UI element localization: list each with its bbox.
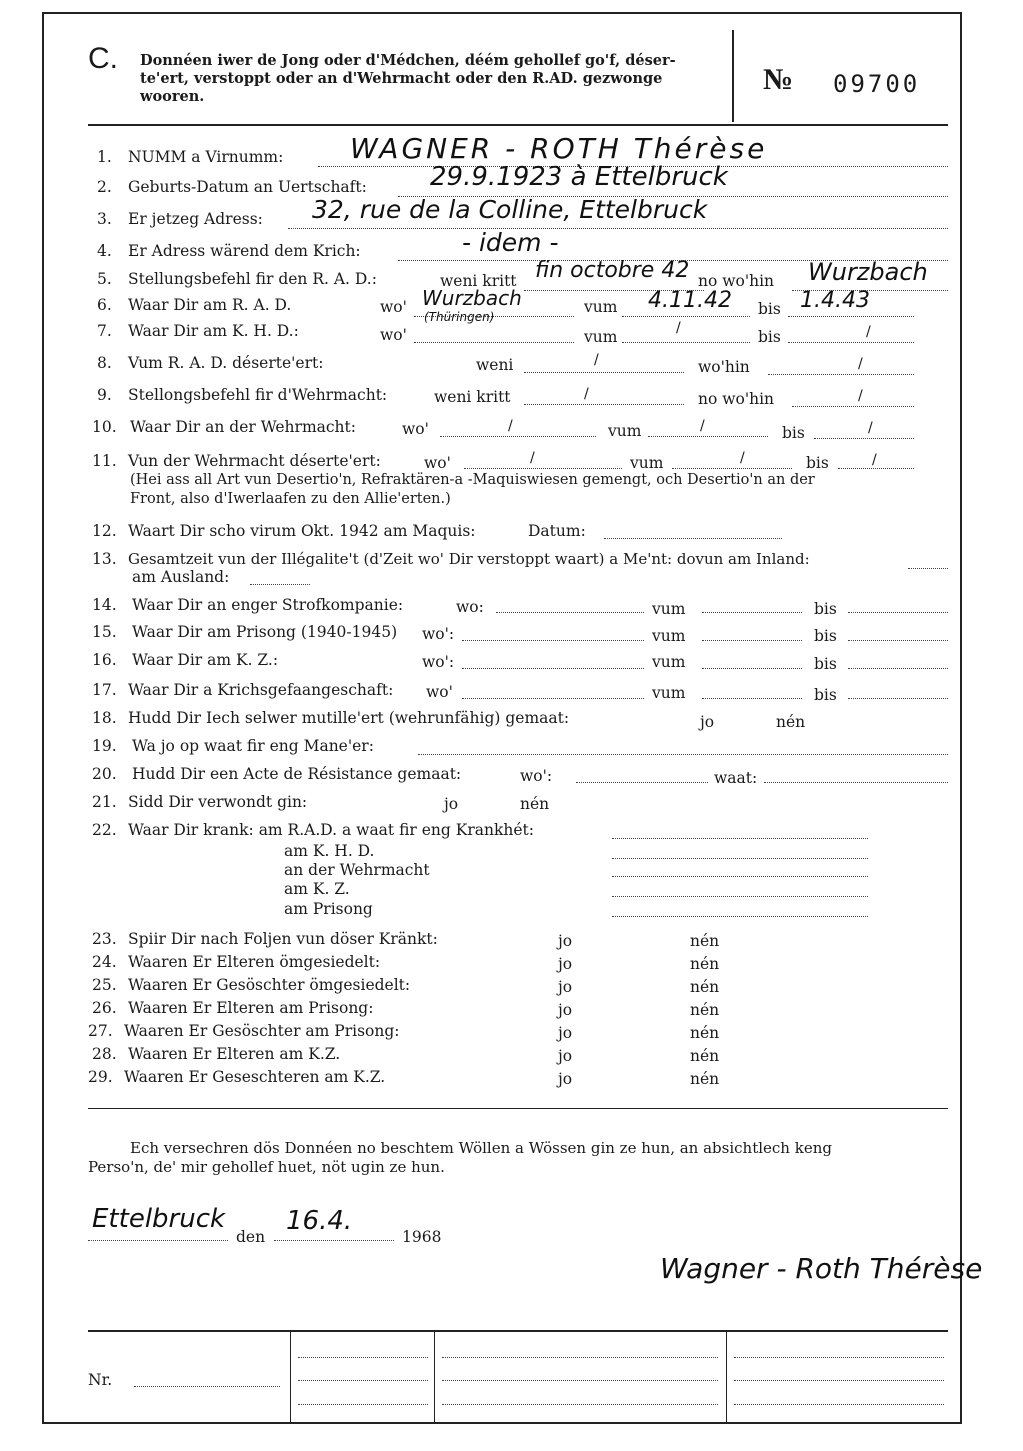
item-number: 17. xyxy=(92,681,117,699)
handwritten-when: fin octobre 42 xyxy=(535,258,690,283)
table-divider xyxy=(726,1332,727,1424)
field-label: Datum: xyxy=(528,522,586,540)
item-sub-label: am K. H. D. xyxy=(284,842,375,860)
fill-line xyxy=(764,782,948,783)
option-yes: jo xyxy=(558,1024,573,1042)
item-label: Waar Dir am K. Z.: xyxy=(132,651,279,669)
item-sub-label: am Prisong xyxy=(284,900,373,918)
item-number: 5. xyxy=(97,270,112,288)
handwritten-place: Ettelbruck xyxy=(92,1204,226,1234)
item-number: 23. xyxy=(92,930,117,948)
item-number: 22. xyxy=(92,821,117,839)
fill-line xyxy=(462,640,644,641)
signature: Wagner - Roth Thérèse xyxy=(660,1252,983,1285)
handwritten-rad-place: Wurzbach xyxy=(422,286,522,310)
fill-line xyxy=(702,668,802,669)
fill-line xyxy=(612,838,868,839)
fill-line xyxy=(298,1380,428,1381)
field-label: wo' xyxy=(380,326,407,344)
item-number: 8. xyxy=(97,354,112,372)
fill-line xyxy=(734,1380,944,1381)
field-label: vum xyxy=(652,627,686,645)
item-label: Waar Dir a Krichsgefaangeschaft: xyxy=(128,681,394,699)
field-label: wo': xyxy=(422,625,455,643)
fill-line xyxy=(442,1357,718,1358)
item-number: 24. xyxy=(92,953,117,971)
field-label: vum xyxy=(652,653,686,671)
field-label: bis xyxy=(758,328,781,346)
fill-line xyxy=(298,1404,428,1405)
option-yes: jo xyxy=(558,932,573,950)
fill-line xyxy=(848,698,948,699)
field-label: no wo'hin xyxy=(698,272,775,290)
slash-mark: / xyxy=(740,450,745,466)
option-no: nén xyxy=(690,955,720,973)
item-number: 18. xyxy=(92,709,117,727)
option-no: nén xyxy=(690,1024,720,1042)
handwritten-rad-to: 1.4.43 xyxy=(800,288,870,313)
fill-line xyxy=(612,916,868,917)
slash-mark: / xyxy=(594,352,599,368)
fill-line xyxy=(496,612,644,613)
item-label: Gesamtzeit vun der Illégalite't (d'Zeit wo' Dir verstoppt waart) a Me'nt: dovun am Inland: xyxy=(128,550,810,568)
fill-line xyxy=(576,782,708,783)
field-label: wo' xyxy=(424,454,451,472)
item-number: 13. xyxy=(92,550,117,568)
item-note: (Hei ass all Art vun Desertio'n, Refraktären-a -Maquiswiesen gemengt, och Desertio'n an der xyxy=(130,472,815,488)
item-label: Waar Dir am R. A. D. xyxy=(128,296,292,314)
option-no: nén xyxy=(690,1047,720,1065)
slash-mark: / xyxy=(508,418,513,434)
fill-line xyxy=(792,406,914,407)
fill-line xyxy=(848,612,948,613)
item-label: Waar Dir krank: am R.A.D. a waat fir eng Krankhét: xyxy=(128,821,534,839)
field-label: vum xyxy=(652,684,686,702)
fill-line xyxy=(462,668,644,669)
field-label: bis xyxy=(758,300,781,318)
fill-line xyxy=(908,568,948,569)
field-label: wo' xyxy=(426,683,453,701)
nr-label: Nr. xyxy=(88,1371,113,1389)
section-rule xyxy=(88,1108,948,1109)
item-label: Waar Dir an enger Strofkompanie: xyxy=(132,596,404,614)
number-sign: № xyxy=(763,63,794,96)
handwritten-rad-note: (Thüringen) xyxy=(424,310,495,324)
item-label: Waaren Er Elteren ömgesiedelt: xyxy=(128,953,381,971)
field-label: weni xyxy=(476,356,514,374)
fill-line xyxy=(134,1386,280,1387)
slash-mark: / xyxy=(858,356,863,372)
table-divider xyxy=(290,1332,291,1424)
item-label: Waaren Er Gesöschter am Prisong: xyxy=(124,1022,400,1040)
item-label: Waaren Er Elteren am K.Z. xyxy=(128,1045,341,1063)
field-label: bis xyxy=(814,627,837,645)
fill-line xyxy=(88,1240,228,1241)
slash-mark: / xyxy=(858,388,863,404)
item-label: Hudd Dir een Acte de Résistance gemaat: xyxy=(132,765,462,783)
field-label: bis xyxy=(814,686,837,704)
fill-line xyxy=(848,640,948,641)
option-yes: jo xyxy=(700,713,715,731)
option-yes: jo xyxy=(558,978,573,996)
item-number: 4. xyxy=(97,242,112,260)
field-label: vum xyxy=(608,422,642,440)
field-label: vum xyxy=(630,454,664,472)
fill-line xyxy=(788,342,914,343)
fill-line xyxy=(612,876,868,877)
handwritten-war-address: - idem - xyxy=(462,228,559,257)
field-label: no wo'hin xyxy=(698,390,775,408)
item-sub-label: am Ausland: xyxy=(132,568,230,586)
item-label: Waart Dir scho virum Okt. 1942 am Maquis: xyxy=(128,522,476,540)
fill-line xyxy=(622,316,750,317)
option-no: nén xyxy=(690,932,720,950)
item-number: 16. xyxy=(92,651,117,669)
fill-line xyxy=(604,538,782,539)
field-label: bis xyxy=(814,600,837,618)
fill-line xyxy=(442,1404,718,1405)
item-number: 3. xyxy=(97,210,112,228)
item-label: Er jetzeg Adress: xyxy=(128,210,263,228)
fill-line xyxy=(442,1380,718,1381)
slash-mark: / xyxy=(700,418,705,434)
item-label: Stellongsbefehl fir d'Wehrmacht: xyxy=(128,386,388,404)
fill-line xyxy=(418,754,948,755)
table-divider xyxy=(434,1332,435,1424)
header-divider xyxy=(732,30,734,122)
item-label: Vum R. A. D. déserte'ert: xyxy=(128,354,324,372)
field-label: wo'hin xyxy=(698,358,750,376)
option-yes: jo xyxy=(558,1047,573,1065)
option-yes: jo xyxy=(558,955,573,973)
item-number: 1. xyxy=(97,148,112,166)
item-label: Waaren Er Geseschteren am K.Z. xyxy=(124,1068,386,1086)
field-label: vum xyxy=(584,328,618,346)
item-number: 6. xyxy=(97,296,112,314)
item-note: Front, also d'Iwerlaafen zu den Allie'erten.) xyxy=(130,491,451,507)
handwritten-name: WAGNER - ROTH Thérèse xyxy=(350,132,768,165)
item-number: 15. xyxy=(92,623,117,641)
fill-line xyxy=(464,468,622,469)
field-label: weni kritt xyxy=(434,388,511,406)
field-label: wo': xyxy=(422,653,455,671)
fill-line xyxy=(848,668,948,669)
handwritten-birth: 29.9.1923 à Ettelbruck xyxy=(430,162,728,192)
item-label: Geburts-Datum an Uertschaft: xyxy=(128,178,367,196)
item-number: 19. xyxy=(92,737,117,755)
handwritten-where: Wurzbach xyxy=(808,258,928,286)
item-number: 7. xyxy=(97,322,112,340)
option-yes: jo xyxy=(558,1070,573,1088)
field-label: wo' xyxy=(402,420,429,438)
fill-line xyxy=(702,612,802,613)
item-sub-label: an der Wehrmacht xyxy=(284,861,430,879)
declaration-text: Perso'n, de' mir gehollef huet, nöt ugin ze hun. xyxy=(88,1158,445,1176)
item-label: Waar Dir am Prisong (1940-1945) xyxy=(132,623,398,641)
option-yes: jo xyxy=(558,1001,573,1019)
fill-line xyxy=(440,436,596,437)
item-label: Spiir Dir nach Foljen vun döser Kränkt: xyxy=(128,930,438,948)
slash-mark: / xyxy=(868,420,873,436)
item-number: 21. xyxy=(92,793,117,811)
slash-mark: / xyxy=(872,452,877,468)
field-label: bis xyxy=(782,424,805,442)
fill-line xyxy=(274,1240,394,1241)
header-text: Donnéen iwer de Jong oder d'Médchen, déém gehollef go'f, déser-te'ert, verstoppt oder an d'Wehrmacht oder den R.AD. gezwonge wooren. xyxy=(140,52,676,105)
field-label: vum xyxy=(584,298,618,316)
item-label: NUMM a Virnumm: xyxy=(128,148,284,166)
fill-line xyxy=(768,374,914,375)
declaration-text: Ech versechren dös Donnéen no beschtem Wöllen a Wössen gin ze hun, an absichtlech keng xyxy=(130,1139,832,1157)
item-number: 29. xyxy=(88,1068,113,1086)
slash-mark: / xyxy=(530,450,535,466)
option-no: nén xyxy=(520,795,550,813)
item-number: 12. xyxy=(92,522,117,540)
serial-number: 09700 xyxy=(833,70,921,98)
fill-line xyxy=(734,1404,944,1405)
field-label: bis xyxy=(806,454,829,472)
fill-line xyxy=(612,896,868,897)
fill-line xyxy=(622,342,750,343)
item-label: Waaren Er Elteren am Prisong: xyxy=(128,999,374,1017)
item-label: Hudd Dir Iech selwer mutille'ert (wehrunfähig) gemaat: xyxy=(128,709,570,727)
field-label: weni kritt xyxy=(440,272,517,290)
fill-line xyxy=(524,372,684,373)
fill-line xyxy=(288,228,948,229)
item-number: 10. xyxy=(92,418,117,436)
handwritten-rad-from: 4.11.42 xyxy=(648,288,732,313)
item-label: Vun der Wehrmacht déserte'ert: xyxy=(128,452,381,470)
year-label: 1968 xyxy=(402,1228,442,1246)
field-label: wo: xyxy=(456,598,484,616)
fill-line xyxy=(414,342,574,343)
item-number: 20. xyxy=(92,765,117,783)
field-label: waat: xyxy=(714,769,758,787)
fill-line xyxy=(702,640,802,641)
item-label: Stellungsbefehl fir den R. A. D.: xyxy=(128,270,377,288)
fill-line xyxy=(788,316,914,317)
slash-mark: / xyxy=(866,324,871,340)
item-number: 11. xyxy=(92,452,117,470)
item-number: 27. xyxy=(88,1022,113,1040)
slash-mark: / xyxy=(584,386,589,402)
item-number: 28. xyxy=(92,1045,117,1063)
header-rule xyxy=(88,124,948,126)
option-no: nén xyxy=(776,713,806,731)
item-number: 26. xyxy=(92,999,117,1017)
item-number: 9. xyxy=(97,386,112,404)
fill-line xyxy=(814,438,914,439)
field-label: wo': xyxy=(520,767,553,785)
field-label: wo' xyxy=(380,298,407,316)
option-no: nén xyxy=(690,978,720,996)
fill-line xyxy=(838,468,914,469)
fill-line xyxy=(612,858,868,859)
item-number: 2. xyxy=(97,178,112,196)
section-letter: C. xyxy=(88,42,118,75)
fill-line xyxy=(250,584,310,585)
fill-line xyxy=(462,698,644,699)
item-label: Wa jo op waat fir eng Mane'er: xyxy=(132,737,374,755)
den-label: den xyxy=(236,1228,266,1246)
option-no: nén xyxy=(690,1001,720,1019)
fill-line xyxy=(672,468,792,469)
option-no: nén xyxy=(690,1070,720,1088)
fill-line xyxy=(702,698,802,699)
item-label: Er Adress wärend dem Krich: xyxy=(128,242,361,260)
item-number: 14. xyxy=(92,596,117,614)
fill-line xyxy=(648,436,768,437)
fill-line xyxy=(524,404,684,405)
field-label: vum xyxy=(652,600,686,618)
footer-rule xyxy=(88,1330,948,1332)
fill-line xyxy=(734,1357,944,1358)
item-label: Waar Dir an der Wehrmacht: xyxy=(130,418,356,436)
item-sub-label: am K. Z. xyxy=(284,880,350,898)
handwritten-address: 32, rue de la Colline, Ettelbruck xyxy=(312,195,708,224)
fill-line xyxy=(298,1357,428,1358)
item-label: Sidd Dir verwondt gin: xyxy=(128,793,308,811)
field-label: bis xyxy=(814,655,837,673)
item-label: Waaren Er Gesöschter ömgesiedelt: xyxy=(128,976,411,994)
item-number: 25. xyxy=(92,976,117,994)
item-label: Waar Dir am K. H. D.: xyxy=(128,322,299,340)
option-yes: jo xyxy=(444,795,459,813)
slash-mark: / xyxy=(676,320,681,336)
handwritten-date: 16.4. xyxy=(286,1206,353,1236)
